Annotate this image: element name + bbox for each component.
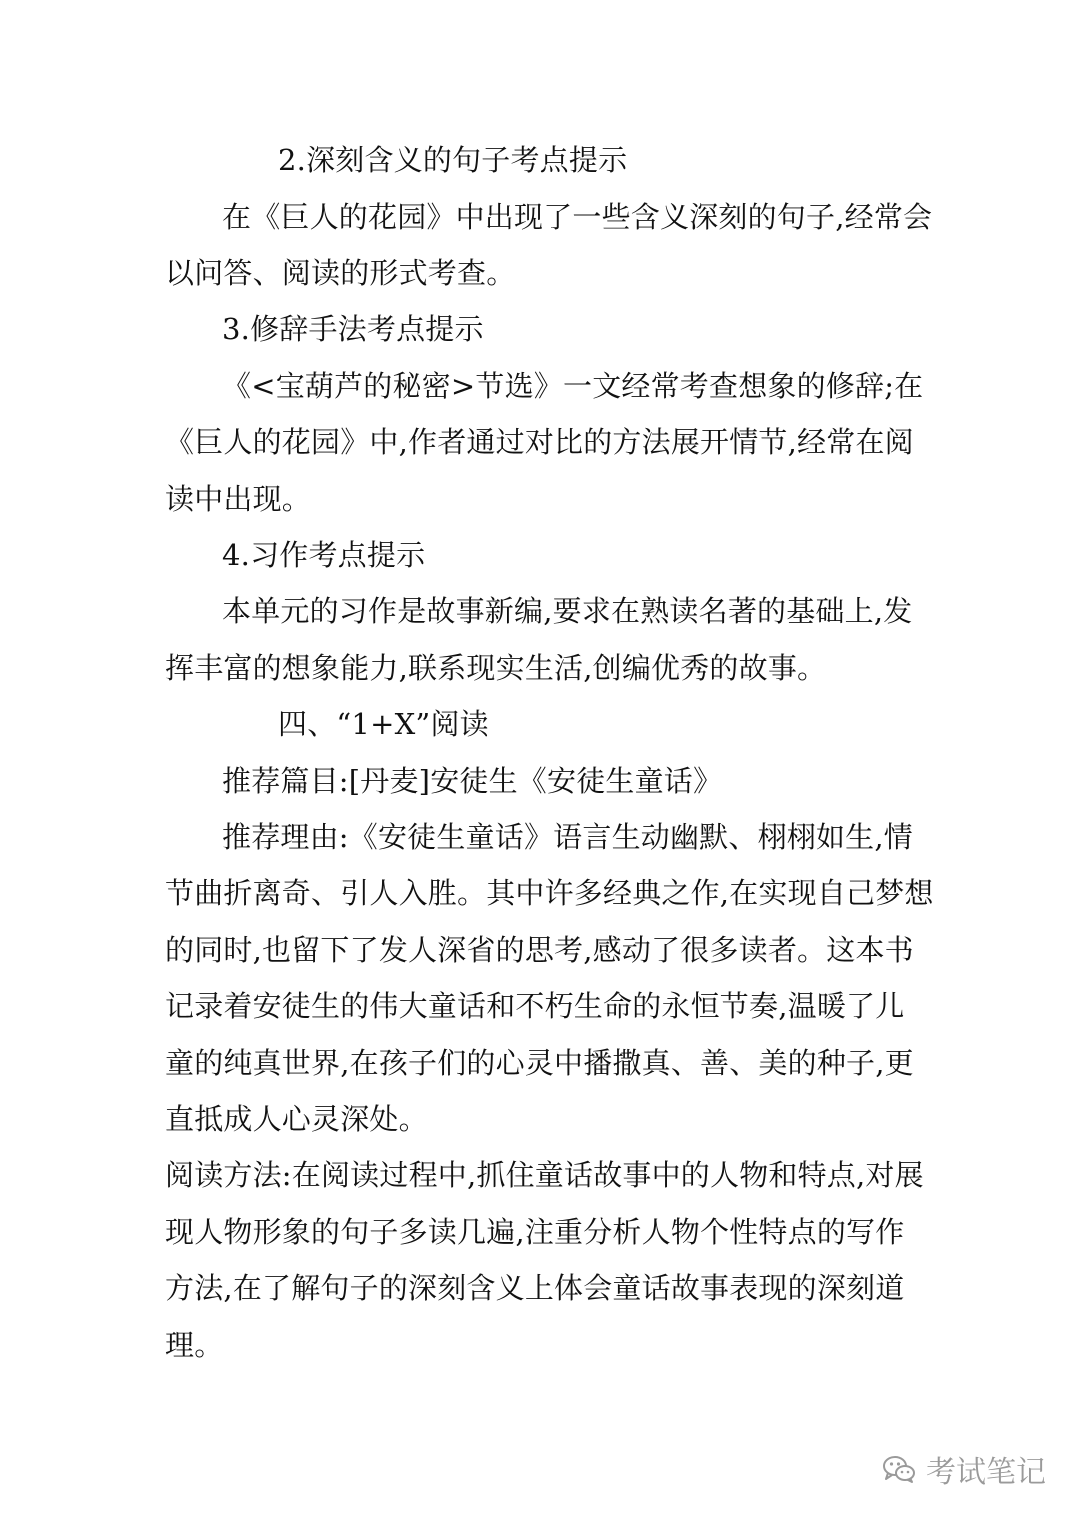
paragraph-line: 节曲折离奇、引人入胜。其中许多经典之作,在实现自己梦想 — [165, 876, 934, 910]
heading-deep-meaning-sentences: 2.深刻含义的句子考点提示 — [278, 143, 628, 177]
heading-1x-reading: 四、“1+X”阅读 — [278, 707, 489, 741]
paragraph-line: 方法,在了解句子的深刻含义上体会童话故事表现的深刻道 — [165, 1271, 905, 1305]
paragraph-line: 以问答、阅读的形式考查。 — [165, 256, 516, 290]
paragraph-line: 现人物形象的句子多读几遍,注重分析人物个性特点的写作 — [165, 1215, 905, 1249]
paragraph-line: 《巨人的花园》中,作者通过对比的方法展开情节,经常在阅 — [165, 425, 914, 459]
watermark-text: 考试笔记 — [926, 1455, 1046, 1490]
heading-composition: 4.习作考点提示 — [222, 538, 426, 572]
paragraph-line: 童的纯真世界,在孩子们的心灵中播撒真、善、美的种子,更 — [165, 1046, 914, 1080]
paragraph-line: 直抵成人心灵深处。 — [165, 1102, 428, 1136]
paragraph-line: 在《巨人的花园》中出现了一些含义深刻的句子,经常会 — [222, 200, 933, 234]
paragraph-line: 本单元的习作是故事新编,要求在熟读名著的基础上,发 — [222, 594, 913, 628]
paragraph-line: 的同时,也留下了发人深省的思考,感动了很多读者。这本书 — [165, 933, 914, 967]
watermark — [882, 1447, 1046, 1491]
paragraph-line: 读中出现。 — [165, 482, 312, 516]
paragraph-line: 理。 — [165, 1328, 224, 1362]
paragraph-line: 记录着安徒生的伟大童话和不朽生命的永恒节奏,温暖了儿 — [165, 989, 905, 1023]
wechat-icon — [882, 1454, 916, 1484]
paragraph-line: 《<宝葫芦的秘密>节选》一文经常考查想象的修辞;在 — [222, 369, 924, 403]
paragraph-line: 阅读方法:在阅读过程中,抓住童话故事中的人物和特点,对展 — [165, 1158, 924, 1192]
heading-rhetoric: 3.修辞手法考点提示 — [222, 312, 484, 346]
paragraph-line: 推荐篇目:[丹麦]安徒生《安徒生童话》 — [222, 764, 723, 798]
paragraph-line: 推荐理由:《安徒生童话》语言生动幽默、栩栩如生,情 — [222, 820, 913, 854]
paragraph-line: 挥丰富的想象能力,联系现实生活,创编优秀的故事。 — [165, 651, 827, 685]
